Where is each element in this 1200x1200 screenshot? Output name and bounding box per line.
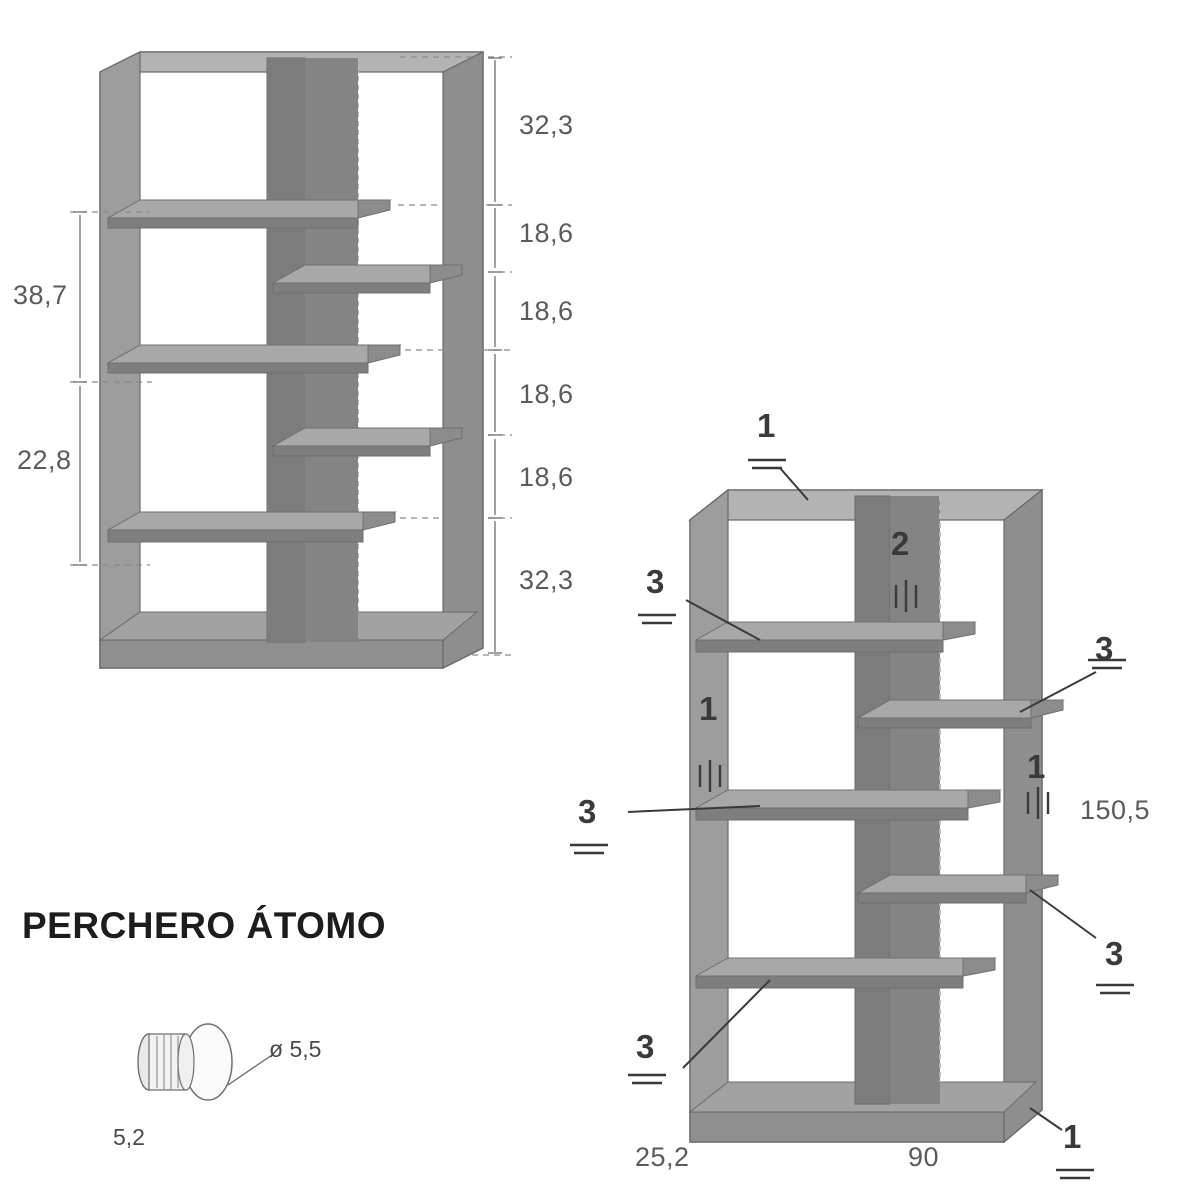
callout-top: 1 xyxy=(757,407,776,444)
dim-left-1: 38,7 xyxy=(13,280,68,310)
callout-upper-left-shelf: 3 xyxy=(646,563,665,600)
callout-left-side-panel: 1 xyxy=(699,690,718,727)
callout-right-lower-shelf: 3 xyxy=(1105,935,1124,972)
callout-right-side-panel: 1 xyxy=(1027,748,1046,785)
callout-center-panel: 2 xyxy=(891,525,910,562)
dim-depth-25-2: 25,2 xyxy=(635,1142,690,1172)
callout-base: 1 xyxy=(1063,1118,1082,1155)
dim-right-5: 18,6 xyxy=(519,462,574,492)
knob-length-label: 5,2 xyxy=(113,1124,145,1150)
page-title: PERCHERO ÁTOMO xyxy=(22,905,387,946)
callout-bottom-shelf: 3 xyxy=(636,1028,655,1065)
right-bookcase-drawing xyxy=(690,490,1063,1142)
knob-hardware-drawing xyxy=(138,1024,272,1100)
dim-height-150-5: 150,5 xyxy=(1080,795,1151,825)
dim-width-90: 90 xyxy=(908,1142,940,1172)
dim-right-6: 32,3 xyxy=(519,565,574,595)
left-bookcase-drawing xyxy=(100,52,483,668)
callout-right-upper-shelf: 3 xyxy=(1095,630,1114,667)
dim-right-3: 18,6 xyxy=(519,296,574,326)
knob-diameter-label: ø 5,5 xyxy=(269,1036,322,1062)
dim-right-1: 32,3 xyxy=(519,110,574,140)
dim-left-2: 22,8 xyxy=(17,445,72,475)
dim-right-2: 18,6 xyxy=(519,218,574,248)
dim-right-4: 18,6 xyxy=(519,379,574,409)
callout-mid-left-shelf: 3 xyxy=(578,793,597,830)
